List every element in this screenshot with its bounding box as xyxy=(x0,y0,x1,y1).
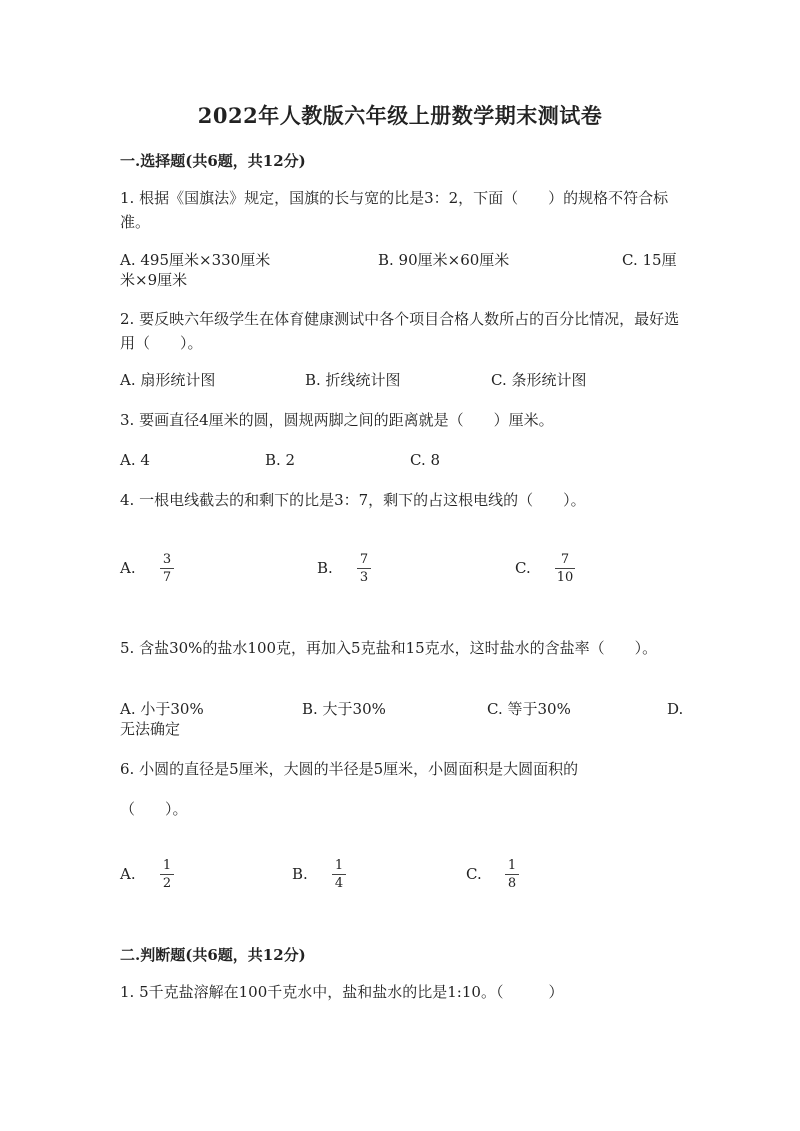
judgement-1: 1. 5千克盐溶解在100千克水中，盐和盐水的比是1:10。（ ） xyxy=(120,983,564,1001)
q6-option-b-fraction xyxy=(332,858,346,891)
denominator: 2 xyxy=(162,876,172,891)
q4-option-b-label: B. xyxy=(317,559,333,577)
section-heading-judgement: 二.判断题(共6题，共12分) xyxy=(120,946,306,964)
q5-option-a: A. 小于30% xyxy=(120,700,204,718)
question-1: 1. 根据《国旗法》规定，国旗的长与宽的比是3：2，下面（ ）的规格不符合标准。 xyxy=(120,189,669,231)
q4-option-b-fraction xyxy=(357,552,371,585)
q6-option-c-label: C. xyxy=(466,865,482,883)
numerator: 1 xyxy=(334,858,344,873)
section-heading-choice: 一.选择题(共6题，共12分) xyxy=(120,152,306,170)
denominator: 10 xyxy=(556,570,574,585)
q5-option-d: D. xyxy=(667,700,684,718)
question-3: 3. 要画直径4厘米的圆，圆规两脚之间的距离就是（ ）厘米。 xyxy=(120,411,554,429)
q3-option-b: B. 2 xyxy=(265,451,296,469)
q6-option-a-label: A. xyxy=(120,865,136,883)
q5-option-c: C. 等于30% xyxy=(487,700,571,718)
numerator: 1 xyxy=(507,858,517,873)
numerator: 7 xyxy=(560,552,570,567)
q4-option-c-fraction xyxy=(555,552,575,585)
q5-option-b: B. 大于30% xyxy=(302,700,386,718)
q5-option-d-wrap: 无法确定 xyxy=(120,720,181,738)
page-title: 2022年人教版六年级上册数学期末测试卷 xyxy=(197,103,603,128)
q4-option-a-label: A. xyxy=(120,559,136,577)
q3-option-a: A. 4 xyxy=(120,451,150,469)
q4-option-c-label: C. xyxy=(515,559,531,577)
q2-option-b: B. 折线统计图 xyxy=(305,371,401,389)
question-6-line2: （ ）。 xyxy=(120,800,188,818)
q1-option-c: C. 15厘 xyxy=(622,251,677,269)
question-5: 5. 含盐30%的盐水100克，再加入5克盐和15克水，这时盐水的含盐率（ ）。 xyxy=(120,639,658,657)
q6-option-c-fraction xyxy=(505,858,519,891)
question-2: 2. 要反映六年级学生在体育健康测试中各个项目合格人数所占的百分比情况，最好选用（ ）。 xyxy=(120,310,680,352)
denominator: 7 xyxy=(162,570,172,585)
q6-option-a-fraction xyxy=(160,858,174,891)
denominator: 4 xyxy=(334,876,344,891)
q1-option-c-wrap: 米×9厘米 xyxy=(120,271,188,289)
q6-option-b-label: B. xyxy=(292,865,308,883)
denominator: 3 xyxy=(359,570,369,585)
numerator: 7 xyxy=(359,552,369,567)
denominator: 8 xyxy=(507,876,517,891)
q4-option-a-fraction xyxy=(160,552,174,585)
question-4: 4. 一根电线截去的和剩下的比是3：7，剩下的占这根电线的（ ）。 xyxy=(120,491,586,509)
q2-option-a: A. 扇形统计图 xyxy=(120,371,216,389)
q2-option-c: C. 条形统计图 xyxy=(491,371,587,389)
question-6: 6. 小圆的直径是5厘米，大圆的半径是5厘米，小圆面积是大圆面积的 xyxy=(120,760,579,778)
numerator: 3 xyxy=(162,552,172,567)
q1-option-b: B. 90厘米×60厘米 xyxy=(378,251,510,269)
q3-option-c: C. 8 xyxy=(410,451,441,469)
q1-option-a: A. 495厘米×330厘米 xyxy=(120,251,271,269)
numerator: 1 xyxy=(162,858,172,873)
